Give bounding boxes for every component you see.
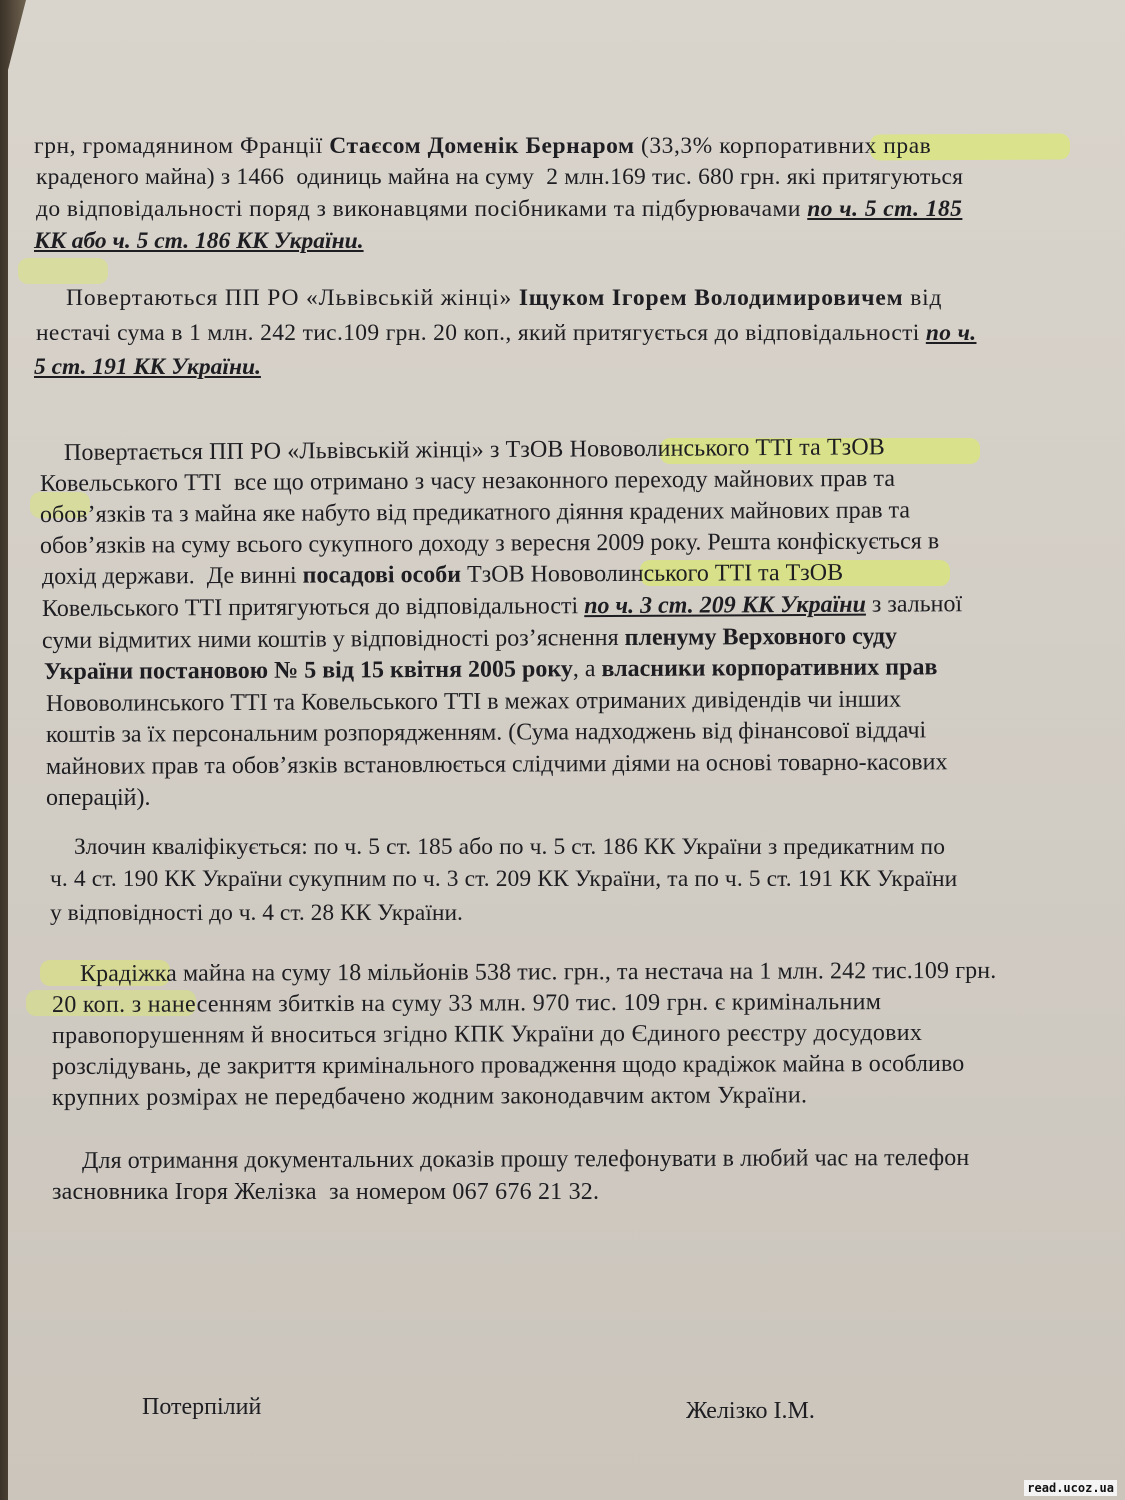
text-run: у відповідності до ч. 4 ст. 28 КК України. — [50, 900, 463, 926]
law-reference — [34, 356, 261, 380]
person-name: Стаєсом Доменік Бернаром — [329, 133, 635, 159]
emphasis-text: власники корпоративних прав — [601, 654, 938, 683]
text-line — [50, 868, 957, 892]
document-sheet — [8, 0, 1125, 1500]
text-run: від — [903, 285, 943, 311]
emphasis-text: посадові особи — [302, 561, 462, 589]
text-run: Нововолинського ТТІ та Ковельського ТТІ в межах отриманих дивідендів чи інших — [45, 686, 902, 717]
text-line — [64, 435, 885, 465]
text-line — [52, 1180, 599, 1204]
text-run: Повертається ПП РО «Львівській жінці» з ТзОВ Нововолинського ТТІ та ТзОВ — [63, 434, 885, 466]
text-run: Ковельського ТТІ притягуються до відповідальності — [41, 593, 585, 622]
text-line — [80, 959, 996, 986]
signature-name — [686, 1399, 815, 1423]
text-run: до відповідальності поряд з виконавцями посібниками та підбурювачами — [36, 196, 808, 222]
text-run: КК або ч. 5 ст. 186 КК України. — [34, 228, 364, 254]
text-run: 20 коп. з нанесенням збитків на суму 33 млн. 970 тис. 109 грн. є кримінальним — [51, 989, 882, 1018]
text-run: розслідувань, де закриття кримінального провадження щодо крадіжок майна в особливо — [51, 1050, 965, 1080]
text-line — [42, 625, 897, 653]
text-line — [52, 990, 881, 1017]
text-line — [36, 322, 976, 346]
person-name: Іщуком Ігорем Володимировичем — [518, 285, 904, 311]
text-run: ч. 4 ст. 190 КК України сукупним по ч. 3 ст. 209 КК України, та по ч. 5 ст. 191 КК України — [50, 866, 958, 892]
signature-role — [142, 1395, 261, 1419]
text-line — [42, 561, 843, 589]
text-run: краденого майна) з 1466 одиниць майна на суму 2 млн.169 тис. 680 грн. які притягуються — [36, 164, 964, 190]
text-line — [40, 529, 939, 558]
text-line — [46, 718, 926, 747]
text-line — [46, 750, 948, 779]
emphasis-text: України постановою № 5 від 15 квітня 2005 року — [43, 656, 573, 685]
text-line — [52, 1052, 964, 1079]
text-line — [36, 166, 963, 190]
text-run: засновника Ігоря Желізка за номером 067 676 21 32. — [52, 1179, 600, 1205]
text-line — [36, 198, 962, 222]
text-run: ТзОВ Нововолинського ТТІ та ТзОВ — [460, 559, 844, 588]
text-line — [34, 135, 931, 159]
text-line — [40, 467, 895, 496]
text-run: операцій). — [46, 785, 151, 811]
law-reference — [34, 230, 364, 254]
text-run: Злочин кваліфікується: по ч. 5 ст. 185 або по ч. 5 ст. 186 КК України з предикатним по — [74, 834, 946, 860]
text-line — [74, 836, 945, 860]
text-run: з зальної — [865, 591, 963, 618]
text-line — [44, 655, 937, 684]
text-line — [42, 592, 962, 621]
text-run: 5 ст. 191 КК України. — [34, 354, 261, 380]
text-line — [52, 1083, 807, 1110]
text-line — [50, 902, 463, 926]
text-line — [46, 786, 151, 810]
text-run: майнових прав та обов’язків встановлюється слідчими діями на основі товарно-касових — [45, 749, 948, 780]
text-run: обов’язків на суму всього сукупного доходу з вересня 2009 року. Решта конфіскується в — [39, 528, 940, 559]
law-reference: по ч. 5 ст. 185 — [807, 196, 963, 222]
text-run: Повертаються ПП РО «Львівській жінці» — [66, 285, 519, 311]
law-reference: по ч. 3 ст. 209 КК України — [584, 591, 866, 620]
text-run: крупних розмірах не передбачено жодним законодавчим актом України. — [51, 1082, 808, 1111]
site-watermark: read.ucoz.ua — [1024, 1480, 1117, 1496]
text-run: нестачі сума в 1 млн. 242 тис.109 грн. 20 коп., який притягується до відповідальності — [36, 320, 926, 346]
text-run: дохід держави. Де винні — [41, 562, 303, 590]
text-run: , а — [572, 656, 602, 683]
text-run: (33,3% корпоративних прав — [634, 133, 932, 159]
text-line — [40, 498, 910, 527]
text-run: суми відмитих ними коштів у відповідності роз’яснення — [41, 624, 625, 654]
text-run: правопорушенням й вноситься згідно КПК України до Єдиного реєстру досудових — [51, 1019, 923, 1049]
text-run: грн, громадянином Франції — [34, 133, 330, 159]
text-line — [46, 688, 901, 716]
text-run: Крадіжка майна на суму 18 мільйонів 538 тис. грн., та нестача на 1 млн. 242 тис.109 грн. — [79, 957, 997, 987]
text-run: Для отримання документальних доказів прошу телефонувати в любий час на телефон — [81, 1144, 970, 1174]
text-run: Потерпілий — [142, 1394, 262, 1420]
text-run: Желізко І.М. — [686, 1398, 815, 1424]
text-run: Ковельського ТТІ все що отримано з часу незаконного переходу майнових прав та — [39, 465, 896, 497]
highlight-mark — [18, 258, 108, 284]
text-line — [82, 1146, 969, 1173]
text-run: обов’язків та з майна яке набуто від предикатного діяння крадених майнових прав та — [39, 497, 911, 528]
text-line — [66, 287, 942, 311]
law-reference: по ч. — [925, 320, 977, 346]
text-line — [52, 1021, 922, 1048]
emphasis-text: пленуму Верховного суду — [624, 623, 898, 651]
text-run: коштів за їх персональним розпорядженням. (Сума надходжень від фінансової віддачі — [45, 717, 927, 748]
